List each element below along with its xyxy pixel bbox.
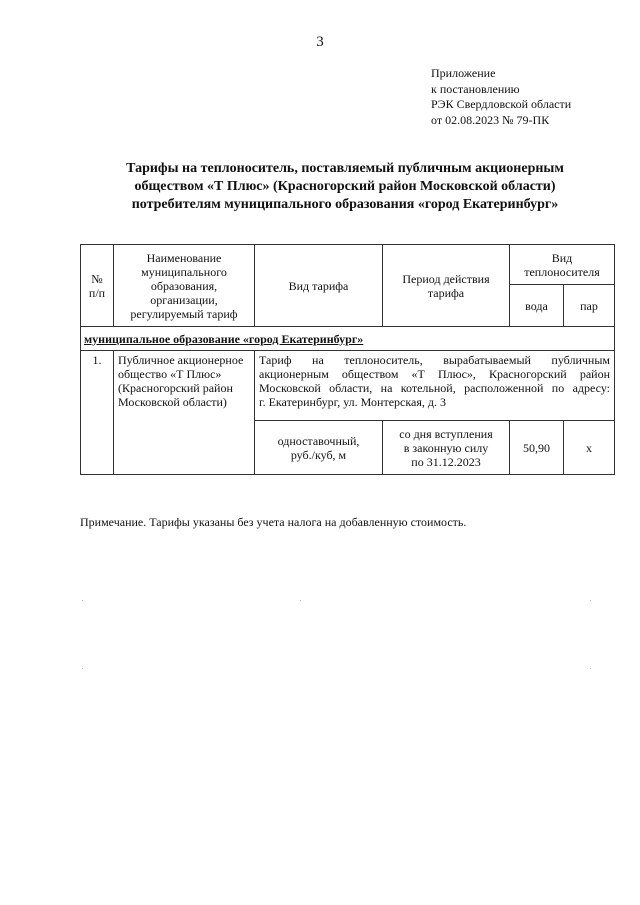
appendix-line: Приложение: [431, 66, 496, 80]
scan-speck: [82, 600, 83, 601]
tariff-table: [80, 244, 615, 475]
water-value: 50,90: [510, 421, 564, 475]
header-steam: пар: [564, 285, 615, 327]
tariff-type-value: одноставочный, руб./куб, м: [255, 421, 383, 475]
scan-speck: [590, 600, 591, 601]
steam-value: х: [564, 421, 615, 475]
municipality-row: [81, 327, 615, 351]
appendix-block: [431, 66, 571, 128]
header-water: вода: [510, 285, 564, 327]
header-num: № п/п: [81, 245, 114, 327]
appendix-line: от 02.08.2023 № 79-ПК: [431, 112, 550, 127]
scan-speck: [82, 668, 83, 669]
title-line: обществом «Т Плюс» (Красногорский район Московской области): [134, 179, 556, 194]
scan-speck: [300, 600, 301, 601]
organization-name: Публичное акционерное общество «Т Плюс» (Красногорский район Московской области): [114, 351, 255, 475]
header-tariff-type: Вид тарифа: [255, 245, 383, 327]
scan-speck: [590, 668, 591, 669]
header-name: Наименование муниципального образования, организации, регулируемый тариф: [114, 245, 255, 327]
row-number: 1.: [81, 351, 114, 475]
page-number: 3: [316, 34, 324, 50]
period-value: со дня вступления в законную силу по 31.12.2023: [383, 421, 510, 475]
tariff-description: Тариф на теплоноситель, вырабатываемый публичным акционерным обществом «Т Плюс», Красногорский район Московской области, на котельной, расположенной по адресу: г. Екатеринбург, ул. Монтерская, д. 3: [255, 351, 615, 421]
appendix-line: РЭК Свердловской области: [431, 97, 572, 111]
table-row: [81, 351, 615, 421]
header-carrier: Вид теплоносителя: [510, 245, 615, 285]
appendix-line: к постановлению: [431, 81, 520, 96]
title-line: Тарифы на теплоноситель, поставляемый публичным акционерным: [126, 161, 564, 176]
footnote: Примечание. Тарифы указаны без учета налога на добавленную стоимость.: [80, 515, 467, 529]
municipality-name: муниципальное образование «город Екатеринбург»: [81, 327, 615, 351]
title-line: потребителям муниципального образования «город Екатеринбург»: [131, 197, 559, 212]
table-header-row: [81, 245, 615, 285]
header-period: Период действия тарифа: [383, 245, 510, 327]
document-title: [80, 160, 610, 214]
